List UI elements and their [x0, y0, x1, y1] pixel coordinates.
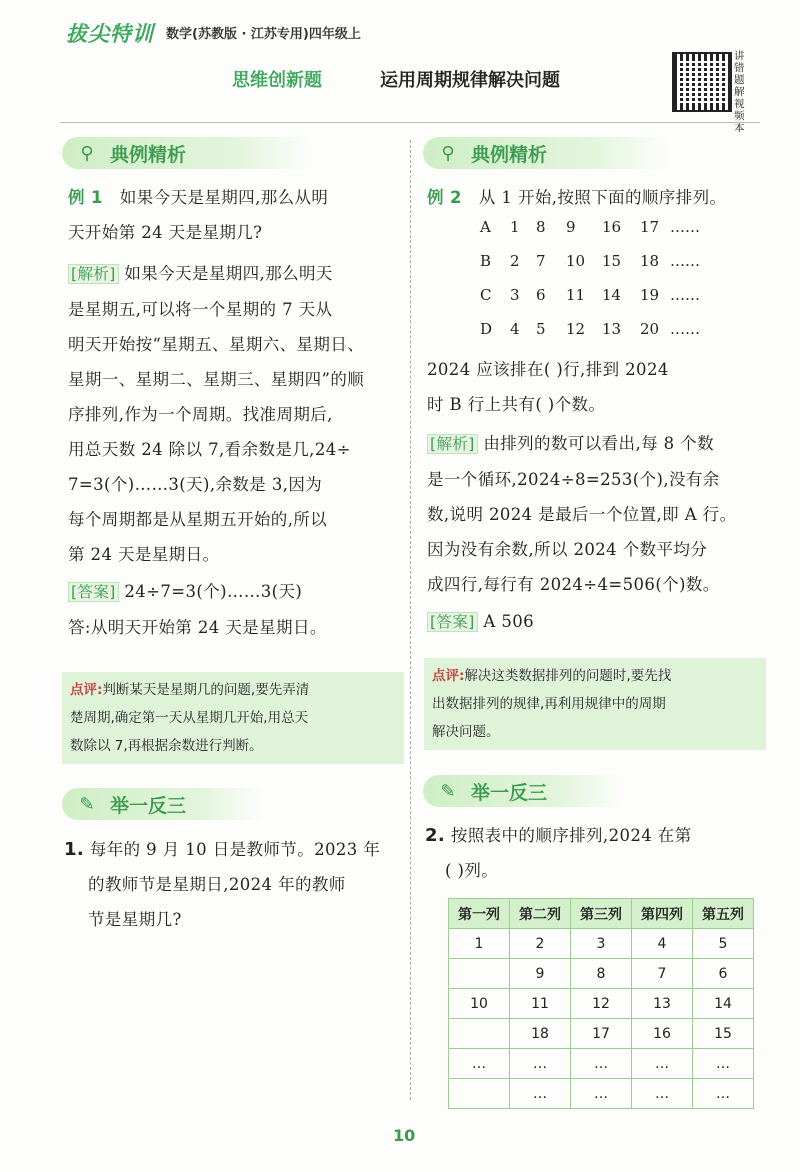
comment-line: 楚周期,确定第一天从星期几开始,用总天: [70, 710, 309, 726]
table-row: [449, 1079, 754, 1109]
table-cell: 5: [693, 929, 754, 959]
example-label: 例 1: [68, 188, 103, 207]
sequence-number: 4: [510, 320, 520, 338]
table-cell: 4: [632, 929, 693, 959]
table-row: [449, 989, 754, 1019]
example-2-blanks: [427, 352, 767, 422]
sequence-number: 16: [602, 218, 622, 236]
table-cell: [449, 1019, 510, 1049]
answer-tag: [答案]: [68, 582, 119, 602]
sequence-number: 15: [602, 252, 622, 270]
sequence-number: 12: [566, 320, 586, 338]
sequence-number: 18: [640, 252, 660, 270]
table-cell: 11: [510, 989, 571, 1019]
comment-tag: 点评:: [70, 682, 103, 698]
analysis-line: 每个周期都是从星期五开始的,所以: [68, 510, 328, 529]
sequence-number: 20: [640, 320, 660, 338]
sequence-number: 14: [602, 286, 622, 304]
table-header-cell: 第四列: [632, 899, 693, 929]
table-cell: 8: [571, 959, 632, 989]
comment-line: 解决这类数据排列的问题时,要先找: [464, 668, 672, 684]
sequence-number: 5: [536, 320, 546, 338]
answer-line: A 506: [483, 612, 535, 631]
sequence-row-label: D: [480, 320, 493, 338]
table-row: [449, 1019, 754, 1049]
sequence-number: ……: [670, 320, 700, 338]
column-divider: [410, 140, 411, 1100]
example-2-comment: [424, 658, 766, 750]
table-cell: 2: [510, 929, 571, 959]
table-cell: …: [571, 1049, 632, 1079]
question-line: 从 1 开始,按照下面的顺序排列。: [478, 188, 727, 207]
sequence-row-label: B: [480, 252, 492, 270]
table-row: [449, 1049, 754, 1079]
question-line: 天开始第 24 天是星期几?: [68, 223, 263, 242]
analysis-line: 成四行,每行有 2024÷4=506(个)数。: [427, 575, 720, 594]
chapter-label: 思维创新题: [232, 70, 322, 91]
comment-tag: 点评:: [432, 668, 465, 684]
sequence-number: 19: [640, 286, 660, 304]
analysis-line: 由排列的数可以看出,每 8 个数: [483, 434, 714, 453]
section-title: 举一反三: [471, 781, 548, 804]
section-title: 举一反三: [110, 794, 187, 817]
table-cell: [449, 959, 510, 989]
question-line: 如果今天是星期四,那么从明: [119, 188, 329, 207]
table-header-cell: 第五列: [693, 899, 754, 929]
table-cell: 12: [571, 989, 632, 1019]
sequence-number: 8: [536, 218, 546, 236]
comment-line: 数除以 7,再根据余数进行判断。: [70, 738, 263, 754]
table-cell: 10: [449, 989, 510, 1019]
practice-question-2: [425, 818, 765, 888]
page-number: 10: [393, 1126, 416, 1145]
table-cell: …: [632, 1079, 693, 1109]
analysis-line: 用总天数 24 除以 7,看余数是几,24÷: [68, 440, 351, 459]
table-cell: 14: [693, 989, 754, 1019]
analysis-line: 因为没有余数,所以 2024 个数平均分: [427, 540, 708, 559]
table-cell: …: [571, 1079, 632, 1109]
sequence-grid: [480, 218, 740, 348]
table-cell: 7: [632, 959, 693, 989]
analysis-line: 星期一、星期二、星期三、星期四”的顺: [68, 370, 365, 389]
table-cell: 9: [510, 959, 571, 989]
question-line: 的教师节是星期日,2024 年的教师: [88, 875, 346, 894]
analysis-line: 数,说明 2024 是最后一个位置,即 A 行。: [427, 505, 737, 524]
analysis-line: 是星期五,可以将一个星期的 7 天从: [68, 300, 333, 319]
question-number: 2.: [425, 825, 446, 846]
analysis-tag: [解析]: [427, 434, 478, 454]
question-number: 1.: [64, 839, 85, 860]
sequence-row-label: A: [480, 218, 491, 236]
sequence-number: 10: [566, 252, 586, 270]
table-cell: 3: [571, 929, 632, 959]
comment-line: 出数据排列的规律,再利用规律中的周期: [432, 696, 666, 712]
question-line: 按照表中的顺序排列,2024 在第: [450, 826, 692, 845]
section-header-examples-right: [423, 137, 668, 169]
analysis-line: 明天开始按“星期五、星期六、星期日、: [68, 335, 365, 354]
section-title: 典例精析: [471, 143, 548, 166]
table-cell: 16: [632, 1019, 693, 1049]
sequence-number: 2: [510, 252, 520, 270]
sequence-number: ……: [670, 218, 700, 236]
magnifier-icon: ⚲: [441, 142, 455, 164]
table-cell: …: [510, 1049, 571, 1079]
example-1-analysis: [68, 256, 408, 645]
comment-line: 解决问题。: [432, 724, 500, 740]
sequence-number: ……: [670, 252, 700, 270]
analysis-line: 7=3(个)……3(天),余数是 3,因为: [68, 475, 323, 494]
pencil-icon: ✎: [440, 780, 456, 802]
table-cell: [449, 1079, 510, 1109]
table-cell: 18: [510, 1019, 571, 1049]
section-header-practice-left: [62, 788, 262, 820]
question-line: 节是星期几?: [88, 910, 182, 929]
table-row: [449, 929, 754, 959]
chapter-title: 运用周期规律解决问题: [380, 70, 560, 91]
table-header-cell: 第三列: [571, 899, 632, 929]
analysis-line: 第 24 天是星期日。: [68, 545, 220, 564]
brand-logo: 拔尖特训: [66, 22, 154, 46]
table-cell: 1: [449, 929, 510, 959]
table-header-cell: 第一列: [449, 899, 510, 929]
table-cell: …: [632, 1049, 693, 1079]
section-header-examples-left: [62, 137, 312, 169]
sequence-row-label: C: [480, 286, 492, 304]
answer-line: 答:从明天开始第 24 天是星期日。: [68, 618, 327, 637]
table-cell: …: [693, 1079, 754, 1109]
sequence-number: ……: [670, 286, 700, 304]
answer-line: 24÷7=3(个)……3(天): [124, 582, 303, 601]
sequence-number: 7: [536, 252, 546, 270]
question-line: 2024 应该排在( )行,排到 2024: [427, 360, 669, 379]
sequence-number: 17: [640, 218, 660, 236]
comment-line: 判断某天是星期几的问题,要先弄清: [102, 682, 310, 698]
analysis-line: 如果今天是星期四,那么明天: [124, 264, 333, 283]
example-1-question: [68, 180, 403, 250]
analysis-line: 是一个循环,2024÷8=253(个),没有余: [427, 470, 720, 489]
pencil-icon: ✎: [79, 793, 95, 815]
question-line: ( )列。: [445, 861, 499, 880]
table-cell: …: [449, 1049, 510, 1079]
section-title: 典例精析: [110, 143, 187, 166]
table-cell: …: [510, 1079, 571, 1109]
header-rule: [60, 122, 760, 123]
analysis-tag: [解析]: [68, 264, 119, 284]
question-line: 时 B 行上共有( )个数。: [427, 395, 606, 414]
sequence-number: 11: [566, 286, 586, 304]
question-line: 每年的 9 月 10 日是教师节。2023 年: [89, 840, 381, 859]
qr-code-icon[interactable]: [672, 52, 732, 112]
example-label: 例 2: [427, 188, 462, 207]
table-row: [449, 959, 754, 989]
table-cell: 17: [571, 1019, 632, 1049]
example-1-comment: [62, 672, 404, 764]
section-header-practice-right: [423, 775, 623, 807]
sequence-number: 9: [566, 218, 576, 236]
example-2-question: [427, 180, 767, 215]
example-2-analysis: [427, 426, 767, 640]
sequence-number: 13: [602, 320, 622, 338]
answer-tag: [答案]: [427, 612, 478, 632]
book-title: 数学(苏教版 · 江苏专用)四年级上: [166, 27, 361, 42]
sequence-number: 6: [536, 286, 546, 304]
table-cell: 15: [693, 1019, 754, 1049]
table-cell: 13: [632, 989, 693, 1019]
practice-question-1: [64, 832, 404, 937]
table-header-cell: 第二列: [510, 899, 571, 929]
magnifier-icon: ⚲: [80, 142, 94, 164]
sequence-number: 1: [510, 218, 520, 236]
qr-label: 讲错题解视频本: [734, 50, 745, 134]
analysis-line: 序排列,作为一个周期。找准周期后,: [68, 405, 333, 424]
order-table: [448, 898, 754, 1109]
table-cell: 6: [693, 959, 754, 989]
table-cell: …: [693, 1049, 754, 1079]
sequence-number: 3: [510, 286, 520, 304]
